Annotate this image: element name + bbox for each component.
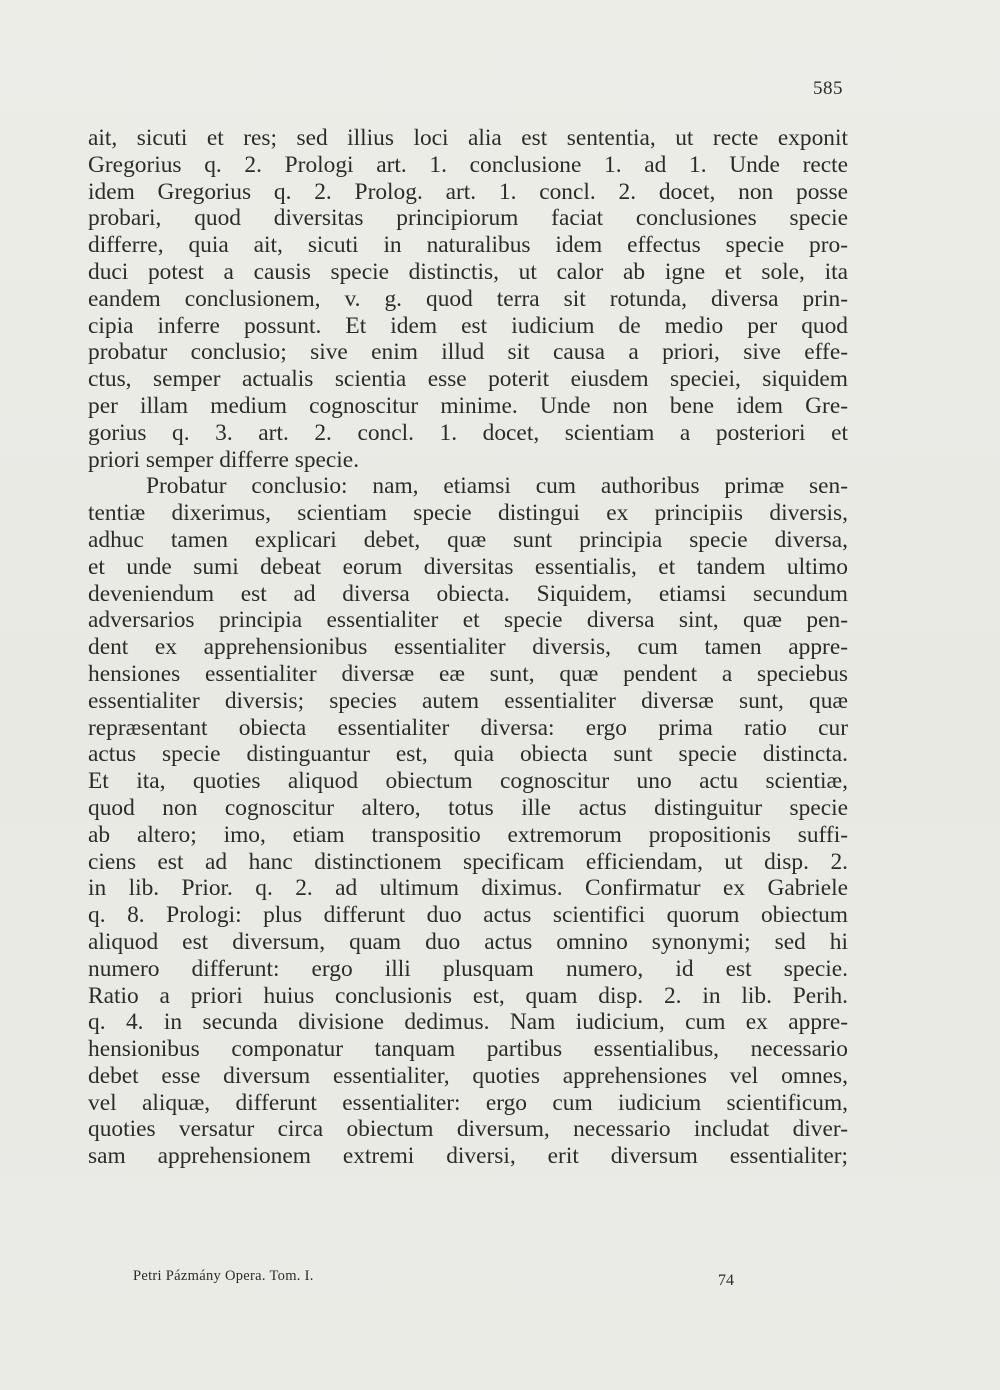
text-line: idem Gregorius q. 2. Prolog. art. 1. concl. 2. docet, non posse — [88, 178, 848, 205]
text-line: repræsentant obiecta essentialiter diversa: ergo prima ratio cur — [88, 714, 848, 741]
text-line: adhuc tamen explicari debet, quæ sunt principia specie diversa, — [88, 526, 848, 553]
page-footer — [133, 1268, 743, 1292]
text-line: adversarios principia essentialiter et specie diversa sint, quæ pen- — [88, 607, 848, 634]
text-line: ctus, semper actualis scientia esse poterit eiusdem speciei, siquidem — [88, 366, 848, 393]
text-line: hensiones essentialiter diversæ eæ sunt, quæ pendent a speciebus — [88, 660, 848, 687]
text-line: quoties versatur circa obiectum diversum, necessario includat diver- — [88, 1116, 848, 1143]
footer-text: Petri Pázmány Opera. Tom. I. — [133, 1268, 314, 1284]
text-line: ciens est ad hanc distinctionem specificam efficiendam, ut disp. 2. — [88, 848, 848, 875]
paragraph-start-line: Probatur conclusio: nam, etiamsi cum authoribus primæ sen- — [146, 473, 848, 500]
text-line: per illam medium cognoscitur minime. Unde non bene idem Gre- — [88, 392, 848, 419]
text-line: Ratio a priori huius conclusionis est, quam disp. 2. in lib. Perih. — [88, 982, 848, 1009]
text-line: eandem conclusionem, v. g. quod terra sit rotunda, diversa prin- — [88, 285, 848, 312]
text-line: essentialiter diversis; species autem essentialiter diversæ sunt, quæ — [88, 687, 848, 714]
text-line: quod non cognoscitur altero, totus ille actus distinguitur specie — [88, 794, 848, 821]
text-line: q. 4. in secunda divisione dedimus. Nam iudicium, cum ex appre- — [88, 1009, 848, 1036]
text-line: differre, quia ait, sicuti in naturalibus idem effectus specie pro- — [88, 232, 848, 259]
text-line: ab altero; imo, etiam transpositio extremorum propositionis suffi- — [88, 821, 848, 848]
text-line: aliquod est diversum, quam duo actus omnino synonymi; sed hi — [88, 928, 848, 955]
text-line: dent ex apprehensionibus essentialiter diversis, cum tamen appre- — [88, 634, 848, 661]
text-line: probari, quod diversitas principiorum faciat conclusiones specie — [88, 205, 848, 232]
text-line: q. 8. Prologi: plus differunt duo actus scientifici quorum obiectum — [88, 902, 848, 929]
text-line: probatur conclusio; sive enim illud sit causa a priori, sive effe- — [88, 339, 848, 366]
page-number: 585 — [813, 78, 843, 99]
text-line: vel aliquæ, differunt essentialiter: ergo cum iudicium scientificum, — [88, 1089, 848, 1116]
text-line: numero differunt: ergo illi plusquam numero, id est specie. — [88, 955, 848, 982]
text-line: et unde sumi debeat eorum diversitas essentialis, et tandem ultimo — [88, 553, 848, 580]
text-line: duci potest a causis specie distinctis, ut calor ab igne et sole, ita — [88, 258, 848, 285]
text-line: deveniendum est ad diversa obiecta. Siquidem, etiamsi secundum — [88, 580, 848, 607]
text-line: tentiæ dixerimus, scientiam specie distingui ex principiis diversis, — [88, 500, 848, 527]
text-line: Gregorius q. 2. Prologi art. 1. conclusione 1. ad 1. Unde recte — [88, 151, 848, 178]
text-line: sam apprehensionem extremi diversi, erit diversum essentialiter; — [88, 1143, 848, 1170]
signature-mark: 74 — [718, 1272, 734, 1289]
text-line: in lib. Prior. q. 2. ad ultimum diximus. Confirmatur ex Gabriele — [88, 875, 848, 902]
text-line: hensionibus componatur tanquam partibus essentialibus, necessario — [88, 1036, 848, 1063]
text-line: Et ita, quoties aliquod obiectum cognoscitur uno actu scientiæ, — [88, 768, 848, 795]
text-line: gorius q. 3. art. 2. concl. 1. docet, scientiam a posteriori et — [88, 419, 848, 446]
text-line: priori semper differre specie. — [88, 446, 360, 473]
body-text — [88, 125, 848, 1170]
text-line: cipia inferre possunt. Et idem est iudicium de medio per quod — [88, 312, 848, 339]
text-line: debet esse diversum essentialiter, quoties apprehensiones vel omnes, — [88, 1062, 848, 1089]
text-line: actus specie distinguantur est, quia obiecta sunt specie distincta. — [88, 741, 848, 768]
text-line: ait, sicuti et res; sed illius loci alia est sententia, ut recte exponit — [88, 125, 848, 151]
